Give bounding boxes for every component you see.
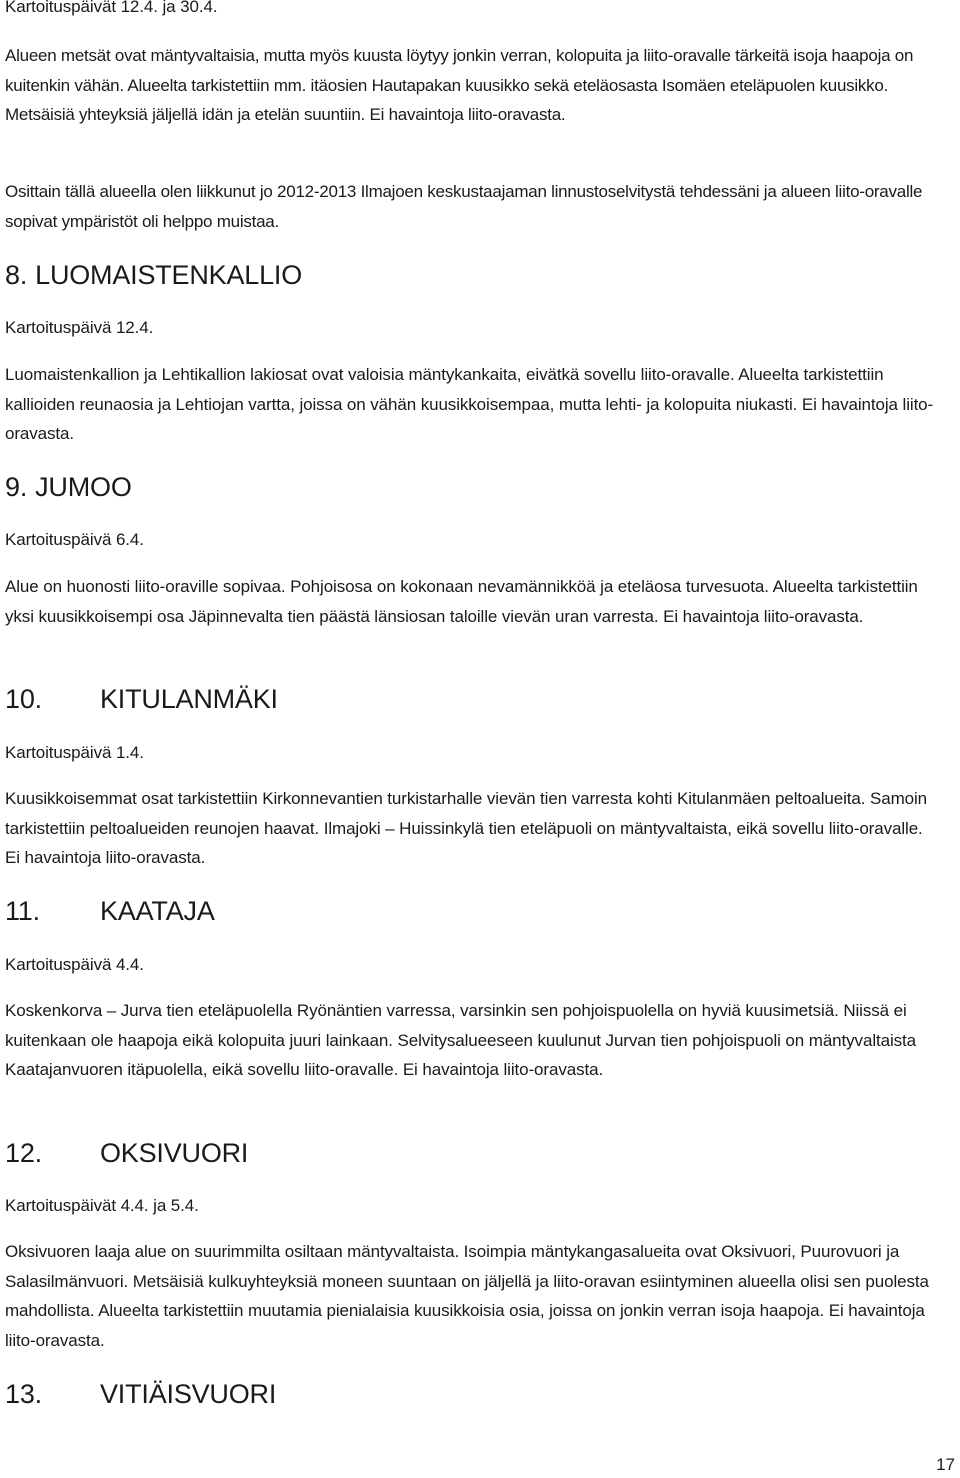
paragraph: Kuusikkoisemmat osat tarkistettiin Kirkonnevantien turkistarhalle vievän tien varresta kohti Kitulanmäen peltoalueita. Samoin tarkistettiin peltoalueiden reunojen haavat. Ilmajoki – Huissinkylä tien eteläpuoli on mäntyvaltaista, eikä sovellu liito-oravalle. Ei havaintoja liito-oravasta.: [5, 789, 928, 867]
section-heading: [5, 894, 215, 928]
section-number: 10.: [5, 684, 42, 714]
section-heading: [5, 258, 302, 292]
section-title: JUMOO: [35, 472, 132, 502]
section-number: 9.: [5, 472, 28, 502]
paragraph: Alueen metsät ovat mäntyvaltaisia, mutta myös kuusta löytyy jonkin verran, kolopuita ja liito-oravalle tärkeitä isoja haapoja on kuitenkin vähän. Alueelta tarkistettiin mm. itäosien Hautapakan kuusikko sekä eteläosasta Isomäen eteläpuolen kuusikko. Metsäisiä yhteyksiä jäljellä idän ja etelän suuntiin. Ei havaintoja liito-oravasta.: [5, 46, 914, 124]
paragraph: Osittain tällä alueella olen liikkunut jo 2012-2013 Ilmajoen keskustaajaman linnustoselvitystä tehdessäni ja alueen liito-oravalle sopivat ympäristöt oli helppo muistaa.: [5, 182, 923, 231]
survey-date: Kartoituspäivä 6.4.: [5, 530, 144, 549]
section-title: LUOMAISTENKALLIO: [35, 260, 303, 290]
survey-date: Kartoituspäivä 4.4.: [5, 955, 144, 974]
section-title: KAATAJA: [100, 896, 215, 926]
section-number: 8.: [5, 260, 28, 290]
paragraph: Oksivuoren laaja alue on suurimmilta osiltaan mäntyvaltaista. Isoimpia mäntykangasalueita ovat Oksivuori, Puurovuori ja Salasilmänvuori. Metsäisiä kulkuyhteyksiä moneen suuntaan on jäljellä ja liito-oravan esiintyminen alueella olisi sen puolesta mahdollista. Alueelta tarkistettiin muutamia pienialaisia kuusikkoisia osia, joissa on jonkin verran isoja haapoja. Ei havaintoja liito-oravasta.: [5, 1242, 929, 1350]
paragraph: Alue on huonosti liito-oraville sopivaa. Pohjoisosa on kokonaan nevamännikköä ja eteläosa turvesuota. Alueelta tarkistettiin yksi kuusikkoisempi osa Jäpinnevalta tien päästä länsiosan taloille vievän uran varresta. Ei havaintoja liito-oravasta.: [5, 577, 918, 626]
section-number: 12.: [5, 1138, 42, 1168]
paragraph: Koskenkorva – Jurva tien eteläpuolella Ryönäntien varressa, varsinkin sen pohjoispuolella on hyviä kuusimetsiä. Niissä ei kuitenkaan ole haapoja eikä kolopuita juuri lainkaan. Selvitysalueeseen kuulunut Jurvan tien pohjoispuoli on mäntyvaltaista Kaatajanvuoren itäpuolella, eikä sovellu liito-oravalle. Ei havaintoja liito-oravasta.: [5, 1001, 917, 1079]
survey-date: Kartoituspäivät 12.4. ja 30.4.: [5, 0, 218, 16]
section-title: KITULANMÄKI: [100, 684, 278, 714]
survey-date: Kartoituspäivät 4.4. ja 5.4.: [5, 1196, 199, 1215]
section-heading: [5, 1377, 276, 1411]
survey-date: Kartoituspäivä 1.4.: [5, 743, 144, 762]
page-number: 17: [936, 1455, 955, 1474]
survey-date: Kartoituspäivä 12.4.: [5, 318, 154, 337]
section-number: 13.: [5, 1379, 42, 1409]
section-number: 11.: [5, 896, 40, 926]
section-heading: [5, 1136, 248, 1170]
section-title: VITIÄISVUORI: [100, 1379, 277, 1409]
section-heading: [5, 682, 278, 716]
section-title: OKSIVUORI: [100, 1138, 249, 1168]
section-heading: [5, 470, 132, 504]
paragraph: Luomaistenkallion ja Lehtikallion lakiosat ovat valoisia mäntykankaita, eivätkä sovellu liito-oravalle. Alueelta tarkistettiin kallioiden reunaosia ja Lehtiojan vartta, joissa on vähän kuusikkoisempaa, mutta lehti- ja kolopuita niukasti. Ei havaintoja liito-oravasta.: [5, 365, 934, 443]
